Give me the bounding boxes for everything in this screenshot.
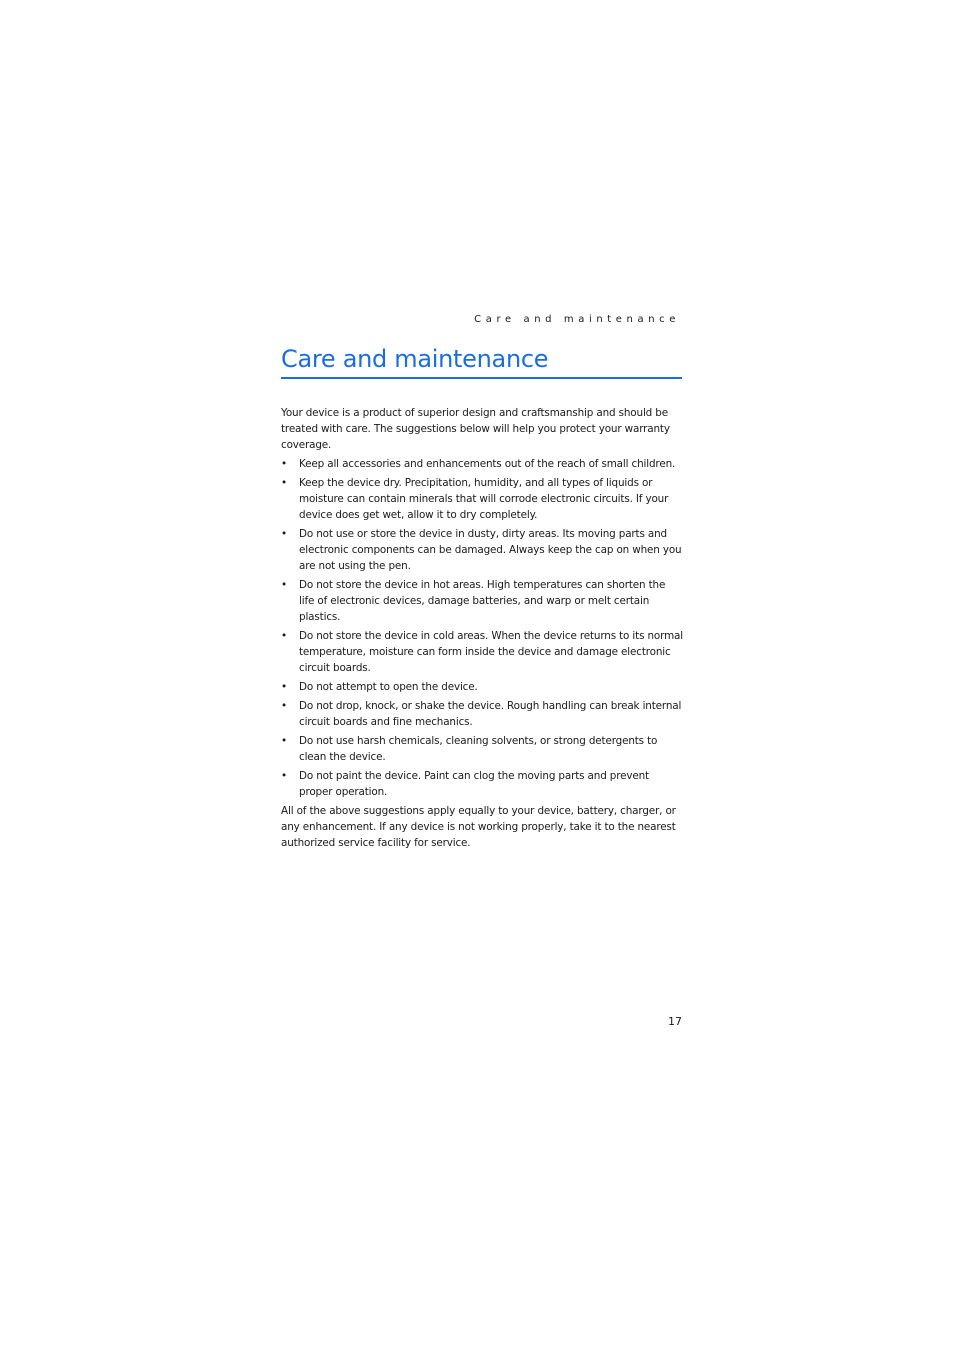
title-rule	[281, 377, 682, 379]
list-item	[281, 679, 683, 695]
list-item-text: Do not use or store the device in dusty, dirty areas. Its moving parts and electronic components can be damaged. Always keep the cap on when you are not using the pen.	[299, 528, 682, 572]
list-item	[281, 475, 683, 523]
bullet-icon: •	[281, 681, 287, 693]
bullet-icon: •	[281, 579, 287, 591]
care-bullet-list	[281, 456, 683, 800]
intro-paragraph: Your device is a product of superior design and craftsmanship and should be treated with care. The suggestions below will help you protect your warranty coverage.	[281, 407, 670, 451]
closing-paragraph: All of the above suggestions apply equally to your device, battery, charger, or any enhancement. If any device is not working properly, take it to the nearest authorized service facility for service.	[281, 805, 676, 849]
list-item-text: Keep all accessories and enhancements out of the reach of small children.	[299, 458, 676, 470]
bullet-icon: •	[281, 458, 287, 470]
page-title: Care and maintenance	[281, 345, 549, 373]
list-item	[281, 768, 683, 800]
bullet-icon: •	[281, 630, 287, 642]
body-content	[281, 405, 683, 851]
list-item-text: Do not store the device in hot areas. High temperatures can shorten the life of electronic devices, damage batteries, and warp or melt certain plastics.	[299, 579, 666, 623]
bullet-icon: •	[281, 735, 287, 747]
list-item-text: Do not paint the device. Paint can clog the moving parts and prevent proper operation.	[299, 770, 649, 798]
list-item	[281, 733, 683, 765]
list-item-text: Do not attempt to open the device.	[299, 681, 478, 693]
list-item	[281, 526, 683, 574]
bullet-icon: •	[281, 770, 287, 782]
page-number: 17	[668, 1015, 682, 1028]
list-item	[281, 456, 683, 472]
list-item	[281, 698, 683, 730]
list-item-text: Do not drop, knock, or shake the device. Rough handling can break internal circuit boards and fine mechanics.	[299, 700, 682, 728]
bullet-icon: •	[281, 477, 287, 489]
bullet-icon: •	[281, 528, 287, 540]
list-item	[281, 577, 683, 625]
list-item	[281, 628, 683, 676]
list-item-text: Do not store the device in cold areas. When the device returns to its normal temperature, moisture can form inside the device and damage electronic circuit boards.	[299, 630, 684, 674]
bullet-icon: •	[281, 700, 287, 712]
list-item-text: Do not use harsh chemicals, cleaning solvents, or strong detergents to clean the device.	[299, 735, 658, 763]
running-header: Care and maintenance	[474, 314, 680, 325]
list-item-text: Keep the device dry. Precipitation, humidity, and all types of liquids or moisture can contain minerals that will corrode electronic circuits. If your device does get wet, allow it to dry completely.	[299, 477, 669, 521]
